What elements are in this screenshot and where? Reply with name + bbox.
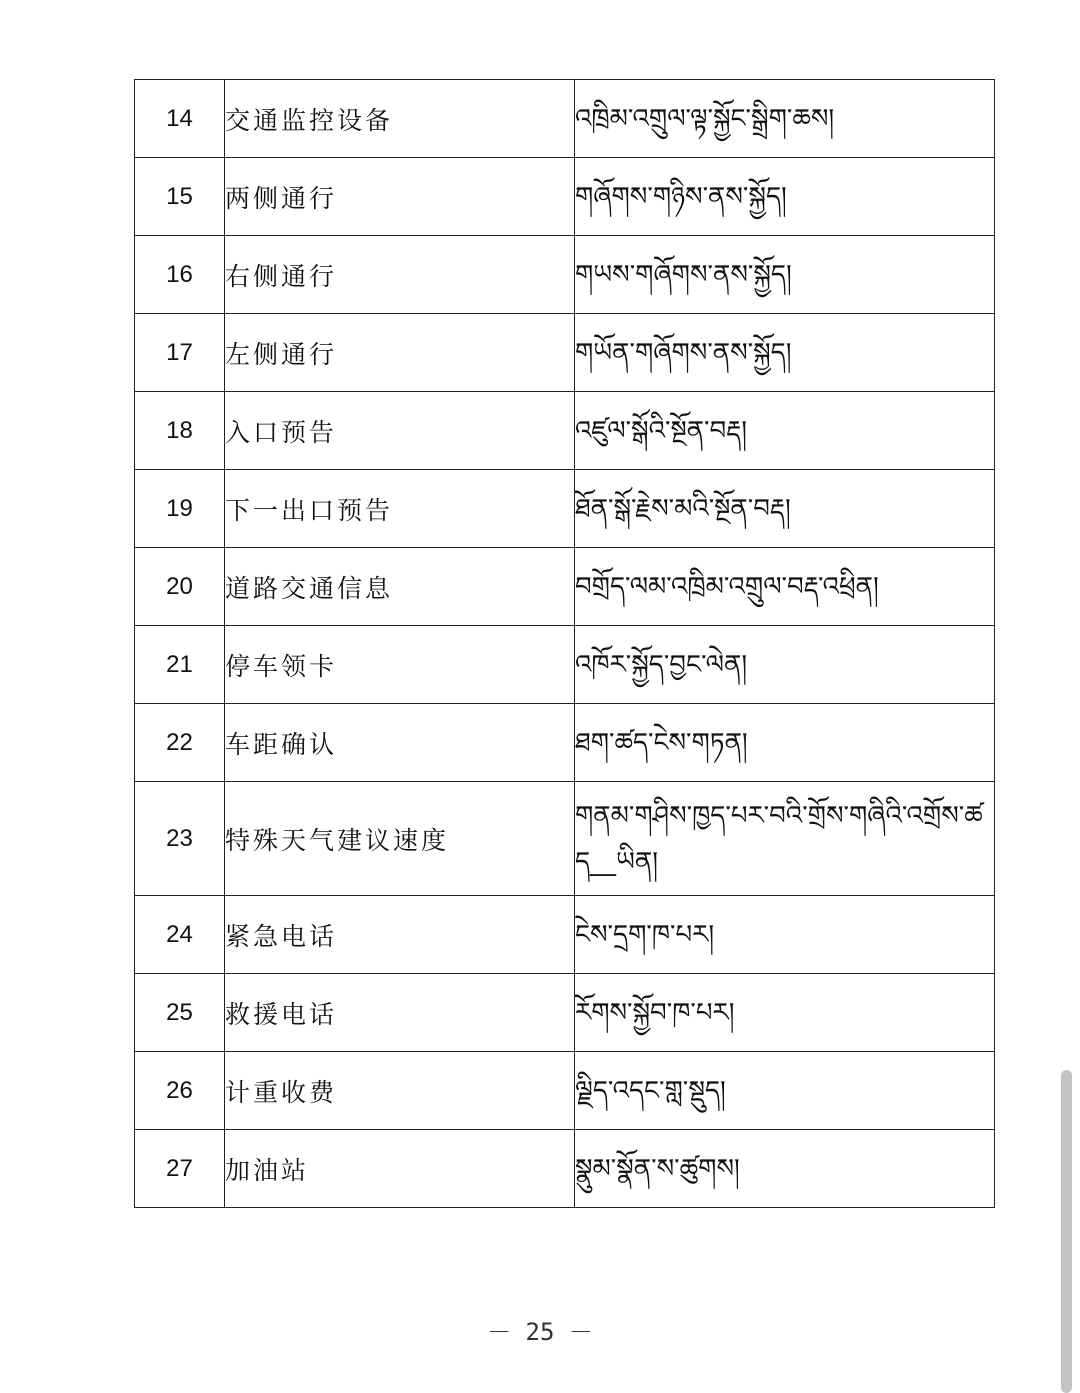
chinese-term: 停车领卡 (225, 626, 575, 704)
row-number: 16 (135, 236, 225, 314)
table-row (135, 1130, 995, 1208)
row-number: 27 (135, 1130, 225, 1208)
tibetan-term: ཐག་ཚད་ངེས་གཏན། (575, 704, 995, 782)
tibetan-term: བགྲོད་ལམ་འཁྲིམ་འགྲུལ་བརྡ་འཕྲིན། (575, 548, 995, 626)
table-row (135, 314, 995, 392)
vertical-scrollbar[interactable] (1061, 1070, 1072, 1393)
row-number: 18 (135, 392, 225, 470)
table-row (135, 1052, 995, 1130)
tibetan-term: ལྗིད་འདང་གླ་སྡུད། (575, 1052, 995, 1130)
chinese-term: 右侧通行 (225, 236, 575, 314)
chinese-term: 救援电话 (225, 974, 575, 1052)
tibetan-term: གནམ་གཤིས་ཁྱད་པར་བའི་གྲོས་གཞིའི་འགྲོས་ཚད__ཡིན། (575, 782, 995, 896)
table-row (135, 548, 995, 626)
tibetan-term: རོགས་སྐྱོབ་ཁ་པར། (575, 974, 995, 1052)
chinese-term: 加油站 (225, 1130, 575, 1208)
table-row (135, 158, 995, 236)
page-number: － 25 － (487, 1318, 593, 1346)
table-row (135, 974, 995, 1052)
row-number: 15 (135, 158, 225, 236)
table-row (135, 896, 995, 974)
chinese-term: 两侧通行 (225, 158, 575, 236)
row-number: 14 (135, 80, 225, 158)
chinese-term: 车距确认 (225, 704, 575, 782)
chinese-term: 道路交通信息 (225, 548, 575, 626)
table-row (135, 80, 995, 158)
table-row (135, 392, 995, 470)
chinese-term: 计重收费 (225, 1052, 575, 1130)
tibetan-term: གཞོགས་གཉིས་ནས་སྐྱོད། (575, 158, 995, 236)
scrollbar-thumb[interactable] (1061, 1070, 1072, 1393)
tibetan-term: ངེས་དྲག་ཁ་པར། (575, 896, 995, 974)
tibetan-term: སྣུམ་སྣོན་ས་ཚུགས། (575, 1130, 995, 1208)
tibetan-term: གཡས་གཞོགས་ནས་སྐྱོད། (575, 236, 995, 314)
row-number: 23 (135, 782, 225, 896)
chinese-term: 紧急电话 (225, 896, 575, 974)
tibetan-term: གཡོན་གཞོགས་ནས་སྐྱོད། (575, 314, 995, 392)
row-number: 21 (135, 626, 225, 704)
tibetan-term: འཁྲིམ་འགྲུལ་ལྟ་སྐྱོང་སྒྲིག་ཆས། (575, 80, 995, 158)
tibetan-term: འཛུལ་སྒོའི་སྔོན་བརྡ། (575, 392, 995, 470)
row-number: 22 (135, 704, 225, 782)
row-number: 20 (135, 548, 225, 626)
row-number: 26 (135, 1052, 225, 1130)
row-number: 25 (135, 974, 225, 1052)
table-row (135, 470, 995, 548)
table-row (135, 626, 995, 704)
row-number: 19 (135, 470, 225, 548)
table-row (135, 236, 995, 314)
chinese-term: 入口预告 (225, 392, 575, 470)
table-row (135, 704, 995, 782)
row-number: 17 (135, 314, 225, 392)
tibetan-term: ཐོན་སྒོ་རྗེས་མའི་སྔོན་བརྡ། (575, 470, 995, 548)
table-row (135, 782, 995, 896)
chinese-term: 下一出口预告 (225, 470, 575, 548)
row-number: 24 (135, 896, 225, 974)
chinese-term: 左侧通行 (225, 314, 575, 392)
tibetan-term: འཁོར་སྐྱོད་བྱང་ལེན། (575, 626, 995, 704)
terminology-table (134, 79, 995, 1208)
chinese-term: 特殊天气建议速度 (225, 782, 575, 896)
chinese-term: 交通监控设备 (225, 80, 575, 158)
